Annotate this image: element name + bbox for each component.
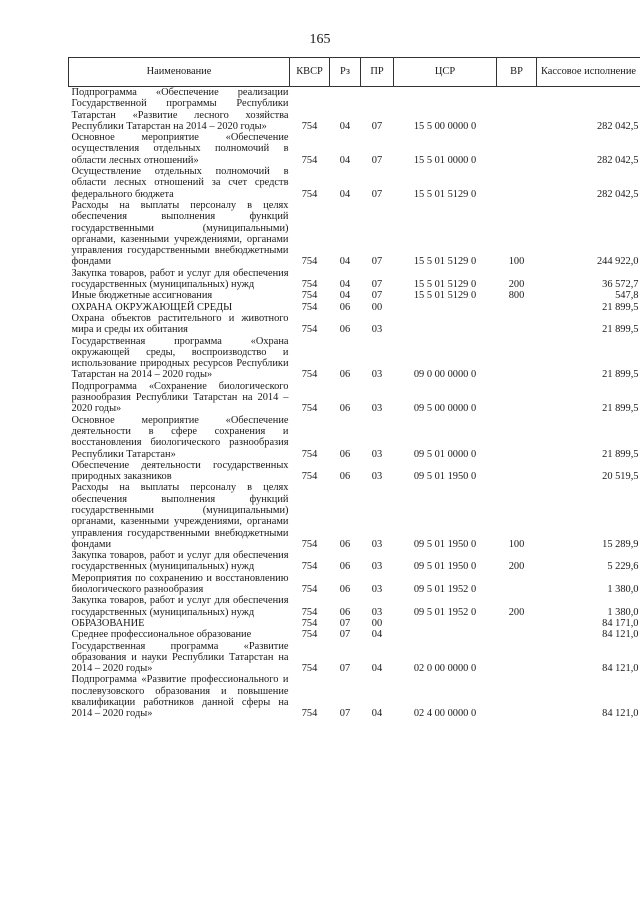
- row-rz: 07: [339, 663, 351, 675]
- header-vr: ВР: [497, 58, 537, 87]
- row-amount: 21 899,5: [602, 369, 639, 381]
- table-row: [69, 618, 640, 629]
- row-name: Государственная программа «Охрана окружающей среды, воспроизводство и использование природных ресурсов Республики Татарстан на 2014 – 2020 годы»: [71, 335, 289, 381]
- table-row: [69, 87, 640, 133]
- row-name: Среднее профессиональное образование: [71, 629, 252, 641]
- table-row: [69, 313, 640, 336]
- row-name: Мероприятия по сохранению и восстановлению биологического разнообразия: [71, 572, 289, 596]
- row-csr: 09 5 01 1950 0: [413, 471, 477, 483]
- row-amount: 21 899,5: [602, 448, 639, 460]
- row-amount: 244 922,0: [596, 256, 639, 268]
- row-vr: 100: [508, 538, 525, 550]
- row-csr: [394, 302, 497, 313]
- row-csr: 15 5 01 5129 0: [413, 279, 477, 291]
- table-row: [69, 268, 640, 291]
- row-rz: 04: [339, 120, 351, 132]
- row-amount: 547,8: [615, 290, 639, 302]
- row-name: ОБРАЗОВАНИЕ: [71, 617, 145, 629]
- row-pr: 03: [371, 471, 383, 483]
- table-row: [69, 595, 640, 618]
- row-name: Охрана объектов растительного и животного мира и среды их обитания: [71, 312, 289, 336]
- row-vr: [497, 166, 537, 200]
- row-vr: [497, 381, 537, 415]
- row-rz: 06: [339, 538, 351, 550]
- row-vr: [497, 336, 537, 381]
- row-pr: 07: [371, 279, 383, 291]
- row-amount: 282 042,5: [596, 120, 639, 132]
- row-pr: 04: [371, 708, 383, 720]
- row-amount: 282 042,5: [596, 188, 639, 200]
- row-pr: 00: [371, 617, 383, 629]
- row-kvsr: 754: [301, 279, 318, 291]
- row-kvsr: 754: [301, 369, 318, 381]
- row-csr: [394, 618, 497, 629]
- row-csr: 09 0 00 0000 0: [413, 369, 477, 381]
- row-rz: 06: [339, 448, 351, 460]
- row-name: Обеспечение деятельности государственных природных заказников: [71, 459, 289, 483]
- row-amount: 1 380,0: [607, 606, 639, 618]
- row-pr: 07: [371, 188, 383, 200]
- row-amount: 15 289,9: [602, 538, 639, 550]
- row-csr: 09 5 01 1952 0: [413, 606, 477, 618]
- table-row: [69, 200, 640, 268]
- row-pr: 03: [371, 606, 383, 618]
- row-amount: 84 171,0: [602, 617, 639, 629]
- row-kvsr: 754: [301, 708, 318, 720]
- row-kvsr: 754: [301, 188, 318, 200]
- row-name: Закупка товаров, работ и услуг для обеспечения государственных (муниципальных) нужд: [71, 595, 289, 618]
- header-amount: Кассовое исполнение: [537, 58, 640, 87]
- row-pr: 07: [371, 256, 383, 268]
- row-kvsr: 754: [301, 561, 318, 573]
- row-pr: 03: [371, 561, 383, 573]
- row-amount: 36 572,7: [602, 279, 639, 291]
- row-name: Закупка товаров, работ и услуг для обеспечения государственных (муниципальных) нужд: [71, 267, 289, 291]
- row-kvsr: 754: [301, 617, 318, 629]
- row-kvsr: 754: [301, 606, 318, 618]
- table-row: [69, 381, 640, 415]
- table-row: [69, 674, 640, 719]
- row-vr: [497, 641, 537, 675]
- row-kvsr: 754: [301, 584, 318, 596]
- row-rz: 06: [339, 324, 351, 336]
- row-amount: 84 121,0: [602, 708, 639, 720]
- table-row: [69, 166, 640, 200]
- row-name: Подпрограмма «Развитие профессионального и послевузовского образования и повышение квалификации работников данной сферы на 2014 – 2020 годы»: [71, 674, 289, 720]
- row-rz: 04: [339, 279, 351, 291]
- row-kvsr: 754: [301, 471, 318, 483]
- row-vr: [497, 573, 537, 596]
- row-amount: 21 899,5: [602, 403, 639, 415]
- row-name: Закупка товаров, работ и услуг для обеспечения государственных (муниципальных) нужд: [71, 550, 289, 573]
- row-csr: 15 5 01 5129 0: [413, 290, 477, 302]
- row-vr: [497, 313, 537, 336]
- row-kvsr: 754: [301, 301, 318, 313]
- row-csr: 15 5 01 5129 0: [413, 188, 477, 200]
- row-pr: 07: [371, 290, 383, 302]
- row-name: Расходы на выплаты персоналу в целях обеспечения выполнения функций государственными (муниципальными) органами, казенными учреждениями, органами управления государственными внебюджетными фондами: [71, 199, 289, 268]
- header-pr: ПР: [361, 58, 394, 87]
- row-kvsr: 754: [301, 629, 318, 641]
- row-kvsr: 754: [301, 256, 318, 268]
- row-rz: 07: [339, 617, 351, 629]
- row-pr: 03: [371, 324, 383, 336]
- row-rz: 06: [339, 301, 351, 313]
- row-csr: 15 5 00 0000 0: [413, 120, 477, 132]
- row-rz: 06: [339, 369, 351, 381]
- table-row: [69, 629, 640, 640]
- table-row: [69, 415, 640, 460]
- row-name: Подпрограмма «Обеспечение реализации Государственной программы Республики Татарстан «Развитие лесного хозяйства Республики Татарстан на 2014 – 2020 годы»: [71, 87, 289, 132]
- table-row: [69, 132, 640, 166]
- row-vr: [497, 460, 537, 483]
- row-amount: 84 121,0: [602, 629, 639, 641]
- row-pr: 04: [371, 629, 383, 641]
- header-name: Наименование: [69, 58, 290, 87]
- row-csr: 09 5 01 1952 0: [413, 584, 477, 596]
- row-name: Иные бюджетные ассигнования: [71, 290, 213, 302]
- row-vr: [497, 87, 537, 133]
- row-pr: 03: [371, 448, 383, 460]
- row-amount: 20 519,5: [602, 471, 639, 483]
- row-pr: 07: [371, 120, 383, 132]
- row-name: Основное мероприятие «Обеспечение осуществления отдельных полномочий в области лесных отношений»: [71, 132, 289, 166]
- row-rz: 06: [339, 561, 351, 573]
- row-kvsr: 754: [301, 154, 318, 166]
- row-csr: 02 4 00 0000 0: [413, 708, 477, 720]
- row-csr: 15 5 01 0000 0: [413, 154, 477, 166]
- row-name: ОХРАНА ОКРУЖАЮЩЕЙ СРЕДЫ: [71, 301, 233, 313]
- row-kvsr: 754: [301, 538, 318, 550]
- row-vr: [497, 302, 537, 313]
- row-csr: 02 0 00 0000 0: [413, 663, 477, 675]
- row-csr: 09 5 01 1950 0: [413, 538, 477, 550]
- table-row: [69, 482, 640, 550]
- row-rz: 04: [339, 188, 351, 200]
- table-body: [69, 87, 640, 720]
- row-kvsr: 754: [301, 290, 318, 302]
- row-vr: 100: [508, 256, 525, 268]
- header-csr: ЦСР: [394, 58, 497, 87]
- row-name: Расходы на выплаты персоналу в целях обеспечения выполнения функций государственными (муниципальными) органами, казенными учреждениями, органами управления государственными внебюджетными фондами: [71, 482, 289, 550]
- header-kvsr: КВСР: [290, 58, 330, 87]
- row-pr: 03: [371, 584, 383, 596]
- row-rz: 06: [339, 606, 351, 618]
- row-vr: [497, 415, 537, 460]
- row-vr: [497, 629, 537, 640]
- row-kvsr: 754: [301, 324, 318, 336]
- table-row: [69, 550, 640, 573]
- row-vr: [497, 674, 537, 719]
- table-row: [69, 573, 640, 596]
- row-pr: 03: [371, 403, 383, 415]
- row-kvsr: 754: [301, 663, 318, 675]
- row-rz: 04: [339, 256, 351, 268]
- table-row: [69, 290, 640, 301]
- row-pr: 07: [371, 154, 383, 166]
- row-amount: 21 899,5: [602, 301, 639, 313]
- row-vr: 200: [508, 606, 525, 618]
- row-pr: 04: [371, 663, 383, 675]
- table-row: [69, 302, 640, 313]
- row-csr: [394, 629, 497, 640]
- row-kvsr: 754: [301, 403, 318, 415]
- row-csr: 09 5 01 1950 0: [413, 561, 477, 573]
- row-amount: 5 229,6: [607, 561, 639, 573]
- row-kvsr: 754: [301, 120, 318, 132]
- budget-table: [68, 57, 640, 720]
- row-pr: 00: [371, 301, 383, 313]
- row-vr: [497, 132, 537, 166]
- row-amount: 84 121,0: [602, 663, 639, 675]
- row-vr: 200: [508, 279, 525, 291]
- row-name: Осуществление отдельных полномочий в области лесных отношений за счет средств федерального бюджета: [71, 166, 289, 200]
- table-header: [69, 58, 640, 87]
- row-rz: 06: [339, 584, 351, 596]
- row-vr: 200: [508, 561, 525, 573]
- row-rz: 07: [339, 708, 351, 720]
- row-amount: 1 380,0: [607, 584, 639, 596]
- row-rz: 04: [339, 154, 351, 166]
- row-name: Государственная программа «Развитие образования и науки Республики Татарстан на 2014 – 2020 годы»: [71, 640, 289, 675]
- row-kvsr: 754: [301, 448, 318, 460]
- row-amount: 282 042,5: [596, 154, 639, 166]
- row-rz: 06: [339, 403, 351, 415]
- table-row: [69, 336, 640, 381]
- row-name: Подпрограмма «Сохранение биологического разнообразия Республики Татарстан на 2014 – 2020 годы»: [71, 380, 289, 415]
- row-csr: 09 5 00 0000 0: [413, 403, 477, 415]
- row-csr: [394, 313, 497, 336]
- row-amount: 21 899,5: [602, 324, 639, 336]
- row-rz: 04: [339, 290, 351, 302]
- row-csr: 15 5 01 5129 0: [413, 256, 477, 268]
- row-rz: 07: [339, 629, 351, 641]
- row-csr: 09 5 01 0000 0: [413, 448, 477, 460]
- row-name: Основное мероприятие «Обеспечение деятельности в сфере сохранения и восстановления биологического разнообразия Республики Татарстан»: [71, 414, 289, 460]
- header-rz: Рз: [330, 58, 361, 87]
- page-number: 165: [309, 32, 331, 47]
- row-pr: 03: [371, 369, 383, 381]
- row-pr: 03: [371, 538, 383, 550]
- row-vr: [497, 618, 537, 629]
- row-vr: 800: [508, 290, 525, 302]
- table-row: [69, 641, 640, 675]
- row-rz: 06: [339, 471, 351, 483]
- table-row: [69, 460, 640, 483]
